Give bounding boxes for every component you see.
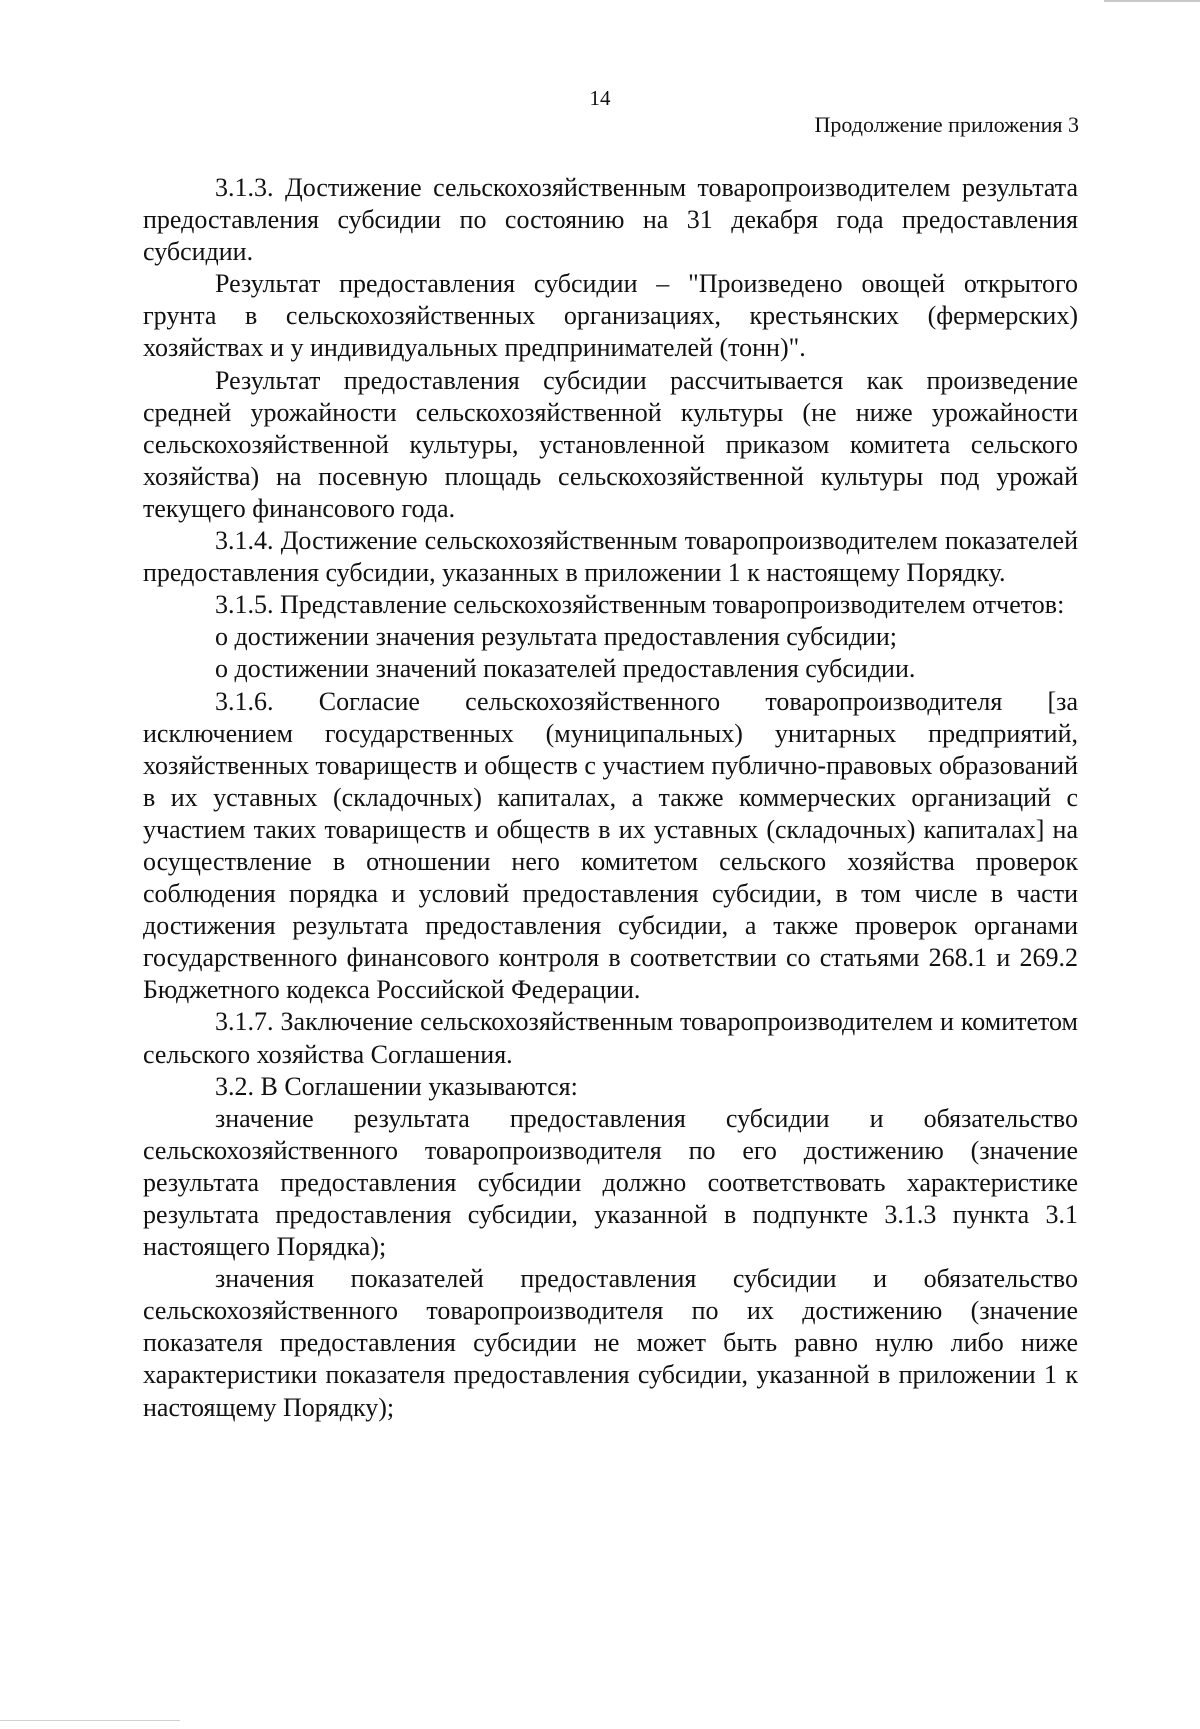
paragraph-result-definition: Результат предоставления субсидии – "Произведено овощей открытого грунта в сельскохозяйственных организациях, крестьянских (фермерских) хозяйствах и у индивидуальных предпринимателей (тонн)".	[143, 269, 1078, 363]
paragraph-3-1-6: 3.1.6. Согласие сельскохозяйственного товаропроизводителя [за исключением государственных (муниципальных) унитарных предприятий, хозяйственных товариществ и обществ с участием публично-правовых образований в их уставных (складочных) капиталах, а также коммерческих организаций с участием таких товариществ и обществ в их уставных (складочных) капиталах] на осуществление в отношении него комитетом сельского хозяйства проверок соблюдения порядка и условий предоставления субсидии, в том числе в части достижения результата предоставления субсидии, а также проверок органами государственного финансового контроля в соответствии со статьями 268.1 и 269.2 Бюджетного кодекса Российской Федерации.	[143, 686, 1078, 1005]
scan-edge-line	[0, 1720, 180, 1721]
list-item-indicator-values: значения показателей предоставления субсидии и обязательство сельскохозяйственного товаропроизводителя по их достижению (значение показателя предоставления субсидии не может быть равно нулю либо ниже характеристики показателя предоставления субсидии, указанной в приложении 1 к настоящему Порядку);	[143, 1264, 1078, 1422]
page-number: 14	[589, 86, 611, 110]
paragraph-3-2: 3.2. В Соглашении указываются:	[215, 1071, 578, 1101]
appendix-continuation-label: Продолжение приложения 3	[814, 112, 1079, 137]
document-body	[143, 172, 1078, 1424]
scan-edge-line	[1104, 0, 1200, 2]
paragraph-3-1-4: 3.1.4. Достижение сельскохозяйственным товаропроизводителем показателей предоставления субсидии, указанных в приложении 1 к настоящему Порядку.	[143, 526, 1078, 588]
list-item-result-report: о достижении значения результата предоставления субсидии;	[215, 622, 898, 652]
paragraph-3-1-5: 3.1.5. Представление сельскохозяйственным товаропроизводителем отчетов:	[215, 590, 1065, 620]
list-item-result-value: значение результата предоставления субсидии и обязательство сельскохозяйственного товаропроизводителя по его достижению (значение результата предоставления субсидии должно соответствовать характеристике результата предоставления субсидии, указанной в подпункте 3.1.3 пункта 3.1 настоящего Порядка);	[143, 1103, 1078, 1262]
paragraph-result-calculation: Результат предоставления субсидии рассчитывается как произведение средней урожайности сельскохозяйственной культуры (не ниже урожайности сельскохозяйственной культуры, установленной приказом комитета сельского хозяйства) на посевную площадь сельскохозяйственной культуры под урожай текущего финансового года.	[143, 365, 1078, 523]
paragraph-3-1-3: 3.1.3. Достижение сельскохозяйственным товаропроизводителем результата предоставления субсидии по состоянию на 31 декабря года предоставления субсидии.	[143, 173, 1078, 267]
paragraph-3-1-7: 3.1.7. Заключение сельскохозяйственным товаропроизводителем и комитетом сельского хозяйства Соглашения.	[143, 1007, 1078, 1069]
list-item-indicators-report: о достижении значений показателей предоставления субсидии.	[215, 654, 916, 684]
